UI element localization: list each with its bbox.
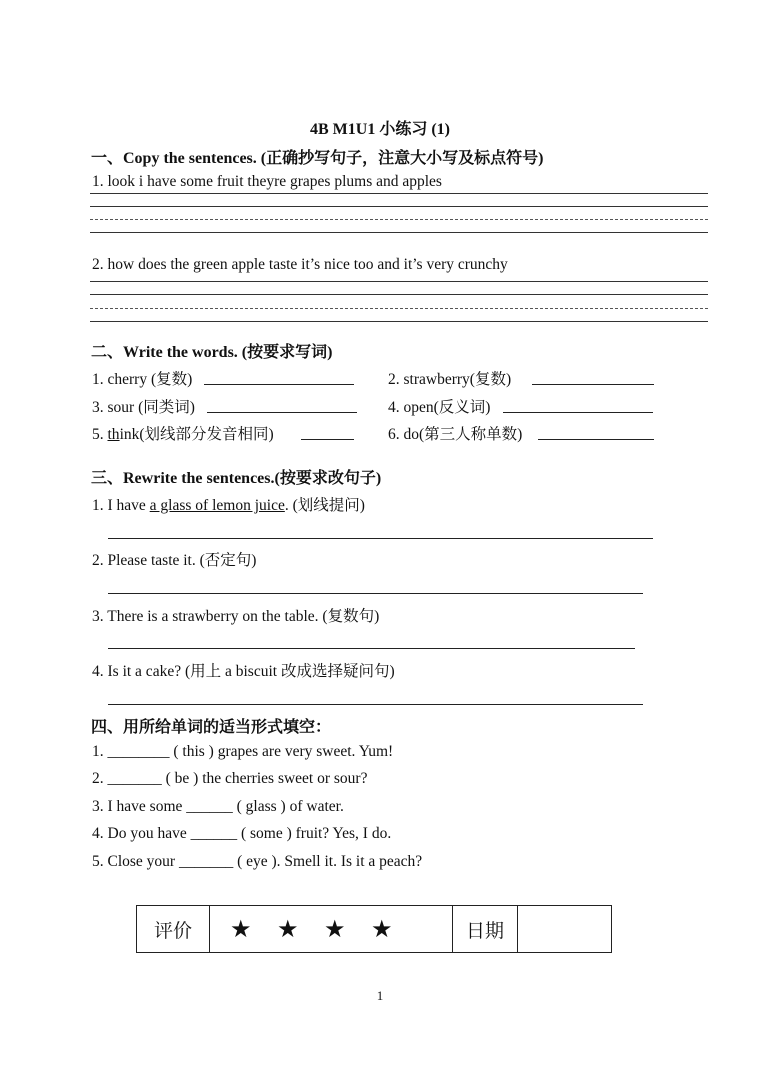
star-icon: ★	[277, 915, 299, 943]
answer-line	[108, 704, 643, 705]
rewrite-question-3: 3. There is a strawberry on the table. (复数句)	[92, 608, 380, 625]
star-icon: ★	[371, 915, 393, 943]
answer-blank	[503, 412, 653, 413]
word-item-3: 3. sour (同类词)	[92, 399, 195, 416]
star-icon: ★	[324, 915, 346, 943]
word-item-2: 2. strawberry(复数)	[388, 371, 512, 388]
star-rating	[210, 906, 453, 953]
word-item-5-note: (划线部分发音相同)	[139, 426, 274, 443]
section-2-heading: 二、Write the words. (按要求写词)	[91, 344, 333, 361]
word-item-4: 4. open(反义词)	[388, 399, 491, 416]
rewrite-question-2: 2. Please taste it. (否定句)	[92, 552, 257, 569]
rewrite-q1-prefix: 1. I have	[92, 497, 150, 514]
writing-line	[90, 321, 708, 322]
section-4-heading: 四、用所给单词的适当形式填空：	[91, 719, 332, 736]
rewrite-q1-suffix: . (划线提问)	[284, 497, 365, 514]
answer-line	[108, 538, 653, 539]
date-label: 日期	[453, 906, 518, 953]
answer-blank	[538, 439, 654, 440]
word-item-6: 6. do(第三人称单数)	[388, 426, 523, 443]
star-icon: ★	[230, 915, 252, 943]
question-1-2: 2. how does the green apple taste it’s nice too and it’s very crunchy	[92, 256, 508, 273]
answer-line	[108, 593, 643, 594]
evaluation-table	[136, 905, 612, 953]
fill-item-3: 3. I have some ______ ( glass ) of water.	[92, 798, 344, 815]
section-1-heading: 一、Copy the sentences. (正确抄写句子，注意大小写及标点符号)	[91, 150, 544, 167]
writing-line	[90, 232, 708, 233]
writing-dashed-line	[90, 308, 708, 309]
word-item-5-prefix: 5.	[92, 426, 108, 443]
date-field[interactable]	[518, 906, 612, 953]
answer-blank	[301, 439, 354, 440]
writing-line	[90, 206, 708, 207]
section-3-heading: 三、Rewrite the sentences.(按要求改句子)	[91, 470, 382, 487]
fill-item-2: 2. _______ ( be ) the cherries sweet or sour?	[92, 770, 368, 787]
rewrite-question-1	[92, 493, 365, 515]
question-1-1: 1. look i have some fruit theyre grapes plums and apples	[92, 173, 442, 190]
answer-blank	[207, 412, 357, 413]
answer-line	[108, 648, 635, 649]
fill-item-5: 5. Close your _______ ( eye ). Smell it. Is it a peach?	[92, 853, 423, 870]
word-item-5	[92, 422, 274, 444]
evaluation-label: 评价	[137, 906, 210, 953]
writing-line	[90, 193, 708, 194]
writing-line	[90, 281, 708, 282]
writing-dashed-line	[90, 219, 708, 220]
rewrite-question-4: 4. Is it a cake? (用上 a biscuit 改成选择疑问句)	[92, 663, 395, 680]
answer-blank	[204, 384, 354, 385]
word-item-1: 1. cherry (复数)	[92, 371, 193, 388]
page-number: 1	[376, 988, 384, 1003]
page-title: 4B M1U1 小练习 (1)	[310, 121, 450, 138]
answer-blank	[532, 384, 654, 385]
word-item-5-rest: ink	[119, 426, 140, 443]
rewrite-q1-underlined: a glass of lemon juice	[149, 497, 285, 514]
fill-item-4: 4. Do you have ______ ( some ) fruit? Yes, I do.	[92, 825, 392, 842]
writing-line	[90, 294, 708, 295]
fill-item-1: 1. ________ ( this ) grapes are very sweet. Yum!	[92, 743, 394, 760]
word-item-5-underlined: th	[107, 426, 120, 443]
